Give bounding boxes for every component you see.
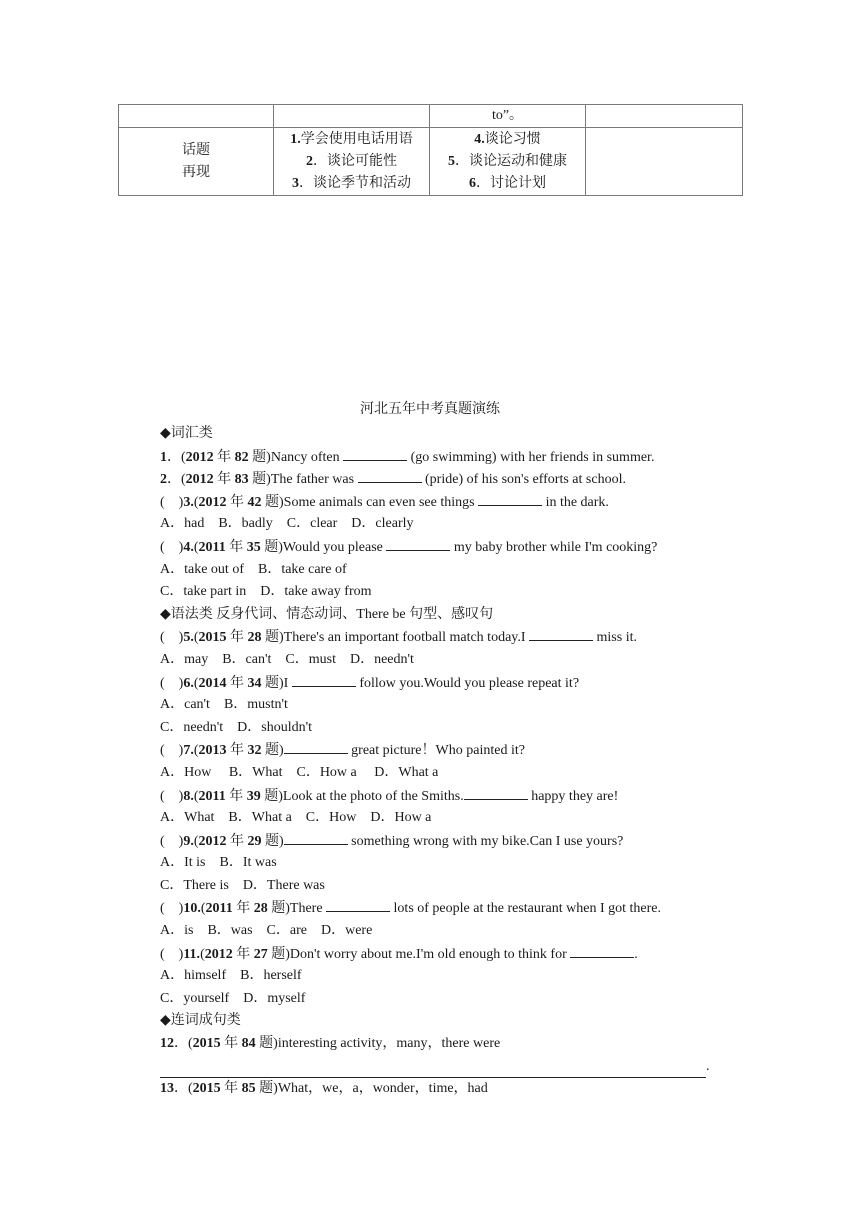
line-text: 题 — [248, 472, 267, 488]
fill-in-blank[interactable] — [284, 830, 348, 845]
line-text: 题 — [261, 833, 279, 849]
question-line — [160, 581, 720, 604]
question-line — [160, 649, 720, 672]
question-line — [160, 943, 720, 966]
line-text: ．( — [174, 1036, 193, 1052]
line-text: ．( — [174, 1081, 193, 1097]
question-line — [160, 1033, 720, 1056]
line-text: 题 — [261, 675, 279, 691]
answer-bracket: ( ) — [160, 630, 184, 646]
answer-bracket: ( ) — [160, 788, 184, 804]
line-text: 年 — [232, 946, 254, 962]
line-text: ( — [193, 675, 199, 691]
table-row — [119, 105, 743, 128]
line-text: 年 — [226, 833, 248, 849]
topic-table — [118, 104, 743, 196]
line-text: )There — [285, 901, 327, 917]
table-cell — [586, 128, 743, 196]
question-line — [160, 852, 720, 875]
question-line — [160, 604, 720, 627]
line-text: ( — [200, 901, 206, 917]
topic-item: 4.谈论习惯 — [474, 131, 541, 147]
question-line — [160, 694, 720, 717]
question-line — [160, 920, 720, 943]
line-text: C．There is D．There was — [160, 877, 325, 893]
line-text: . — [706, 1058, 710, 1074]
line-text: A．How B．What C．How a D．What a — [160, 764, 439, 780]
question-line — [160, 965, 720, 988]
topic-list-cell — [274, 128, 430, 196]
question-number: 1 — [160, 449, 167, 465]
line-text: )What，we，a，wonder，time，had — [273, 1081, 488, 1097]
question-number: 5. — [183, 630, 194, 646]
line-text: A．had B．badly C．clear D．clearly — [160, 516, 414, 532]
fill-in-blank[interactable] — [464, 785, 528, 800]
topic-item: 6．讨论计划 — [469, 175, 546, 191]
topic-label-line: 话题 — [182, 142, 210, 158]
line-text: 题 — [267, 946, 286, 962]
line-text: ◆词汇类 — [160, 426, 213, 441]
line-text: )There's an important football match today.I — [279, 630, 530, 646]
table-row — [119, 128, 743, 196]
line-text: )Nancy often — [266, 449, 344, 465]
line-text: in the dark. — [542, 494, 609, 510]
table-cell — [274, 105, 430, 128]
table-cell — [119, 105, 274, 128]
line-text: C．yourself D．myself — [160, 990, 306, 1006]
line-text: follow you.Would you please repeat it? — [355, 675, 580, 691]
question-line — [160, 897, 720, 920]
line-text: 题 — [260, 788, 279, 804]
line-text: . — [634, 946, 638, 962]
exam-question-number: 34 — [247, 675, 262, 691]
line-text: 年 — [220, 1081, 242, 1097]
question-number: 11. — [183, 946, 201, 962]
exam-year: 2012 — [185, 449, 214, 465]
line-text: )Some animals can even see things — [279, 494, 479, 510]
topic-label-line: 再现 — [182, 164, 210, 180]
question-number: 7. — [183, 743, 194, 759]
line-text: ◆连词成句类 — [160, 1013, 241, 1029]
line-text: miss it. — [593, 630, 637, 646]
line-text: 年 — [213, 472, 235, 488]
fill-in-blank[interactable] — [386, 536, 450, 551]
question-line — [160, 785, 720, 808]
line-text: A．can't B．mustn't — [160, 697, 288, 713]
exam-year: 2015 — [198, 630, 227, 646]
line-text: 题 — [267, 901, 286, 917]
question-number: 6. — [183, 675, 194, 691]
table-cell: to”。 — [430, 105, 586, 128]
line-text: 题 — [260, 539, 279, 555]
answer-bracket: ( ) — [160, 833, 184, 849]
question-line — [160, 536, 720, 559]
line-text: A．What B．What a C．How D．How a — [160, 810, 432, 826]
line-text: ．( — [167, 472, 186, 488]
answer-bracket: ( ) — [160, 743, 184, 759]
question-line — [160, 468, 720, 491]
line-text: something wrong with my bike.Can I use yours? — [347, 833, 624, 849]
line-text: )I — [279, 675, 292, 691]
question-line — [160, 988, 720, 1011]
exam-year: 2013 — [198, 743, 227, 759]
fill-in-blank[interactable] — [292, 672, 356, 687]
exam-year: 2012 — [185, 472, 214, 488]
line-text: 年 — [226, 675, 248, 691]
line-text: )interesting activity，many，there were — [273, 1036, 501, 1052]
question-number: 8. — [183, 788, 194, 804]
question-number: 13 — [160, 1081, 174, 1097]
fill-in-blank[interactable] — [358, 468, 422, 483]
question-line — [160, 626, 720, 649]
line-text: 题 — [261, 743, 279, 759]
exam-question-number: 83 — [234, 472, 249, 488]
question-number: 4. — [183, 539, 194, 555]
line-text: A．himself B．herself — [160, 968, 302, 984]
question-number: 9. — [183, 833, 194, 849]
exam-question-number: 82 — [234, 449, 249, 465]
exam-year: 2011 — [198, 539, 226, 555]
question-line — [160, 875, 720, 898]
line-text: (pride) of his son's efforts at school. — [421, 472, 626, 488]
exam-question-number: 85 — [241, 1081, 256, 1097]
question-line — [160, 807, 720, 830]
question-line — [160, 830, 720, 853]
exam-year: 2015 — [192, 1036, 221, 1052]
line-text: 年 — [220, 1036, 242, 1052]
line-text: )Look at the photo of the Smiths. — [278, 788, 464, 804]
line-text: 年 — [226, 630, 248, 646]
exam-question-number: 32 — [247, 743, 262, 759]
exam-question-number: 27 — [253, 946, 268, 962]
question-line — [160, 1078, 720, 1101]
question-line — [160, 491, 720, 514]
exam-question-number: 42 — [247, 494, 262, 510]
question-list — [160, 423, 720, 1101]
line-text: ) — [279, 743, 284, 759]
fill-in-blank[interactable] — [343, 446, 407, 461]
exam-year: 2015 — [192, 1081, 221, 1097]
line-text: 题 — [255, 1081, 274, 1097]
exam-question-number: 84 — [241, 1036, 256, 1052]
line-text: 题 — [248, 449, 267, 465]
answer-bracket: ( ) — [160, 946, 184, 962]
line-text: )The father was — [266, 472, 358, 488]
line-text: ( — [193, 494, 199, 510]
line-text: )Don't worry about me.I'm old enough to think for — [285, 946, 571, 962]
line-text: ( — [193, 539, 199, 555]
line-text: 年 — [232, 901, 254, 917]
exam-question-number: 35 — [246, 539, 261, 555]
line-text: ( — [193, 630, 199, 646]
question-line — [160, 423, 720, 446]
topic-item: 1.学会使用电话用语 — [290, 131, 413, 147]
exam-question-number: 28 — [247, 630, 262, 646]
page-title: 河北五年中考真题演练 — [360, 402, 500, 417]
line-text: )Would you please — [278, 539, 387, 555]
exam-year: 2011 — [205, 901, 233, 917]
line-text: 题 — [261, 630, 279, 646]
answer-bracket: ( ) — [160, 494, 184, 510]
fill-in-blank[interactable] — [326, 897, 390, 912]
line-text: A．It is B．It was — [160, 855, 277, 871]
question-number: 10. — [183, 901, 201, 917]
line-text: ( — [193, 833, 199, 849]
line-text: ◆语法类 反身代词、情态动词、There be 句型、感叹句 — [160, 606, 494, 622]
answer-bracket: ( ) — [160, 539, 184, 555]
line-text: great picture！Who painted it? — [347, 743, 525, 759]
topic-label-cell — [119, 128, 274, 196]
exam-question-number: 29 — [247, 833, 262, 849]
topic-item: 5．谈论运动和健康 — [448, 153, 567, 169]
question-line — [160, 717, 720, 740]
line-text: (go swimming) with her friends in summer. — [407, 449, 655, 465]
topic-item: 2．谈论可能性 — [306, 153, 397, 169]
question-line — [160, 446, 720, 469]
question-number: 3. — [183, 494, 194, 510]
line-text: A．may B．can't C．must D．needn't — [160, 651, 414, 667]
line-text: ( — [200, 946, 205, 962]
line-text: 年 — [226, 494, 248, 510]
exam-year: 2014 — [198, 675, 227, 691]
exam-year: 2012 — [198, 833, 227, 849]
line-text: happy they are! — [527, 788, 619, 804]
line-text: C．needn't D．shouldn't — [160, 719, 313, 735]
line-text: ( — [193, 743, 199, 759]
question-line — [160, 739, 720, 762]
line-text: ) — [279, 833, 284, 849]
line-text: A．take out of B．take care of — [160, 561, 347, 577]
exam-year: 2012 — [204, 946, 233, 962]
line-text: A．is B．was C．are D．were — [160, 923, 373, 939]
line-text: 年 — [226, 743, 248, 759]
line-text: 年 — [225, 788, 247, 804]
line-text: ( — [193, 788, 199, 804]
line-text: 题 — [261, 494, 279, 510]
line-text: 年 — [213, 449, 235, 465]
question-line — [160, 513, 720, 536]
line-text: lots of people at the restaurant when I got there. — [390, 901, 662, 917]
topic-item: 3．谈论季节和活动 — [292, 175, 411, 191]
line-text: C．take part in D．take away from — [160, 584, 372, 600]
question-number: 12 — [160, 1036, 174, 1052]
answer-line[interactable] — [160, 1061, 706, 1078]
answer-bracket: ( ) — [160, 901, 184, 917]
topic-list-cell — [430, 128, 586, 196]
exam-question-number: 28 — [253, 901, 268, 917]
fill-in-blank[interactable] — [478, 491, 542, 506]
exam-year: 2011 — [198, 788, 226, 804]
line-text: my baby brother while I'm cooking? — [450, 539, 658, 555]
question-number: 2 — [160, 472, 167, 488]
question-line — [160, 672, 720, 695]
line-text: 题 — [255, 1036, 274, 1052]
question-line — [160, 559, 720, 582]
line-text: ．( — [167, 449, 186, 465]
table-cell — [586, 105, 743, 128]
exam-year: 2012 — [198, 494, 227, 510]
question-line — [160, 762, 720, 785]
line-text: 年 — [225, 539, 247, 555]
answer-bracket: ( ) — [160, 675, 184, 691]
fill-in-blank[interactable] — [284, 739, 348, 754]
question-line — [160, 1056, 720, 1079]
question-line — [160, 1010, 720, 1033]
fill-in-blank[interactable] — [570, 943, 634, 958]
exam-question-number: 39 — [246, 788, 261, 804]
fill-in-blank[interactable] — [529, 626, 593, 641]
